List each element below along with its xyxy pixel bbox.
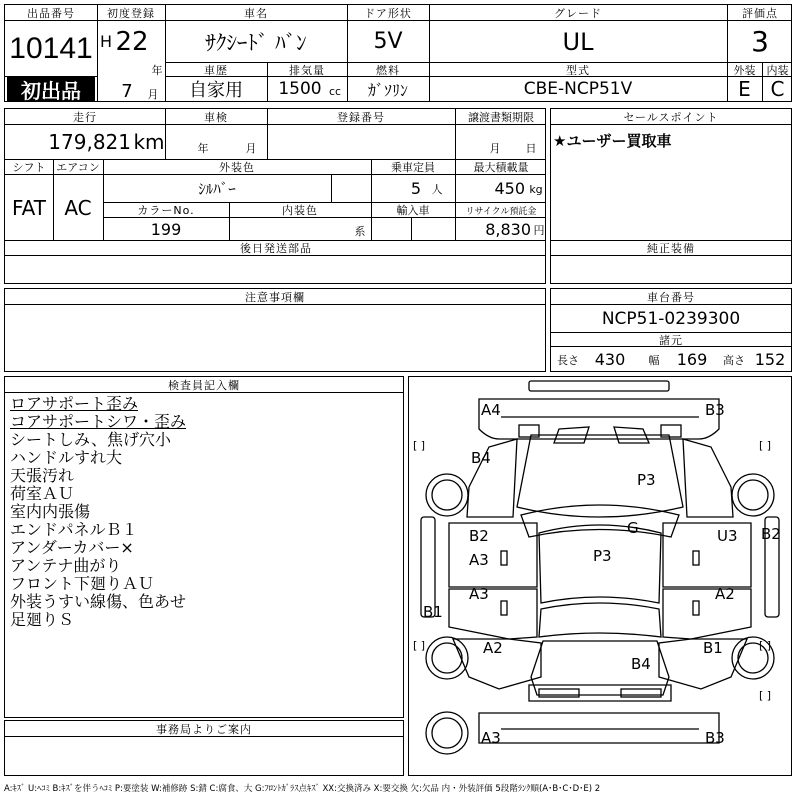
capacity-unit: 人 <box>431 183 443 196</box>
note-item: コアサポートシワ・歪み <box>10 412 187 431</box>
exterior-grade: E <box>738 77 751 101</box>
fuel-label: 燃料 <box>376 63 400 77</box>
grade-label: グレード <box>554 6 602 20</box>
damage-mark: P3 <box>637 471 656 489</box>
chassis-block <box>550 288 792 372</box>
length-label: 長さ <box>557 354 579 367</box>
bracket-marker: [ ] <box>759 439 772 452</box>
note-item: アンテナ曲がり <box>10 556 122 575</box>
displacement-unit: cc <box>328 84 342 98</box>
damage-mark: B1 <box>423 603 443 621</box>
inspector-block <box>4 376 404 718</box>
selling-point-text: ★ユーザー買取車 <box>553 131 672 150</box>
length: 430 <box>594 349 626 369</box>
height-label: 高さ <box>723 354 745 367</box>
first-listing-badge: 初出品 <box>7 77 95 101</box>
damage-mark: A2 <box>715 585 735 603</box>
grade: UL <box>562 27 594 56</box>
office-notice-label: 事務局よりご案内 <box>156 722 252 736</box>
mileage: 179,821 <box>48 130 131 154</box>
transfer-month-unit: 月 <box>489 142 501 155</box>
note-item: フロント下廻りＡＵ <box>10 574 155 593</box>
note-item: 天張汚れ <box>10 466 75 485</box>
interior-label: 内装 <box>766 63 789 77</box>
bracket-marker: [ ] <box>759 689 772 702</box>
vehicle-history: 自家用 <box>189 80 243 101</box>
interior-grade: C <box>770 77 785 101</box>
door-type-label: ドア形状 <box>364 6 412 20</box>
recycle-unit: 円 <box>533 224 545 237</box>
first-registration-year: 22 <box>115 27 149 57</box>
car-outline-drawing <box>409 377 791 775</box>
spec-block <box>4 108 546 284</box>
first-registration-month: 7 <box>121 80 133 102</box>
mileage-label: 走行 <box>73 110 97 124</box>
exterior-color-label: 外装色 <box>219 161 255 174</box>
car-name: ｻｸｼｰﾄﾞ ﾊﾞﾝ <box>205 30 307 55</box>
shift: FAT <box>11 195 46 220</box>
damage-mark: A3 <box>469 585 489 603</box>
door-type: 5V <box>373 29 403 54</box>
note-item: エンドパネルＢ１ <box>10 520 138 539</box>
damage-mark: B4 <box>471 449 491 467</box>
note-item: ロアサポート歪み <box>10 394 139 413</box>
exterior-label: 外装 <box>733 63 756 77</box>
note-item: 足廻りＳ <box>10 610 75 629</box>
transfer-day-unit: 日 <box>525 142 537 155</box>
damage-mark: A2 <box>483 639 503 657</box>
chassis-number: NCP51-0239300 <box>601 308 741 329</box>
note-item: 荷室ＡＵ <box>10 484 75 503</box>
shift-label: シフト <box>12 161 46 174</box>
interior-color-unit: 系 <box>354 225 366 238</box>
dimensions-label: 諸元 <box>659 333 683 347</box>
era: H <box>99 31 113 51</box>
aircon-label: エアコン <box>56 161 100 174</box>
import-label: 輸入車 <box>396 204 430 217</box>
inspector-label: 検査員記入欄 <box>168 378 240 392</box>
header-block <box>4 4 792 102</box>
damage-mark: B2 <box>761 525 781 543</box>
displacement-label: 排気量 <box>289 63 325 77</box>
damage-mark: A3 <box>481 729 501 747</box>
damage-mark: G <box>627 519 639 537</box>
office-notice-block <box>4 720 404 776</box>
model-code: CBE-NCP51V <box>523 79 633 99</box>
damage-mark: U3 <box>717 527 738 545</box>
color-number-label: カラーNo. <box>137 204 195 217</box>
model-label: 型式 <box>566 63 590 77</box>
note-item: アンダーカバー× <box>10 538 134 557</box>
mileage-unit: km <box>133 130 165 154</box>
selling-point-label: セールスポイント <box>623 110 719 124</box>
bracket-marker: [ ] <box>759 639 772 652</box>
aircon: AC <box>64 195 92 220</box>
recycle-label: リサイクル預託金 <box>465 206 537 217</box>
year-unit: 年 <box>151 64 163 77</box>
width: 169 <box>676 349 708 369</box>
max-load-unit: kg <box>529 182 543 196</box>
selling-point-block <box>550 108 792 284</box>
month-unit: 月 <box>147 88 159 101</box>
lot-number-label: 出品番号 <box>27 6 75 20</box>
damage-mark: B4 <box>631 655 651 673</box>
max-load: 450 <box>494 179 525 198</box>
note-item: 室内内張傷 <box>10 502 91 521</box>
inspection-month-unit: 月 <box>245 142 257 155</box>
later-parts-label: 後日発送部品 <box>240 242 312 255</box>
first-registration-label: 初度登録 <box>107 6 155 20</box>
legend: A:ｷｽﾞ U:ﾍｺﾐ B:ｷｽﾞを伴うﾍｺﾐ P:要塗装 W:補修跡 S:錆 C:腐食、大 G:ﾌﾛﾝﾄｶﾞﾗｽ点ｷｽﾞ XX:交換済み X:要交換 欠:欠品 内・外装評価 5段階ﾗﾝｸ順(A･B･C･D･E) 2 <box>4 784 601 794</box>
damage-mark: A3 <box>469 551 489 569</box>
exterior-color: ｼﾙﾊﾞｰ <box>198 180 236 198</box>
car-diagram <box>408 376 792 776</box>
caution-label: 注意事項欄 <box>245 290 305 304</box>
note-item: 外装うすい線傷、色あせ <box>10 592 187 611</box>
lot-number: 10141 <box>9 31 93 65</box>
damage-mark: P3 <box>593 547 612 565</box>
inspection-label: 車検 <box>204 110 228 124</box>
evaluation-score: 3 <box>751 25 769 58</box>
fuel-type: ｶﾞｿﾘﾝ <box>367 80 408 100</box>
inspector-notes <box>10 395 186 629</box>
interior-color-label: 内装色 <box>282 204 318 217</box>
damage-mark: B3 <box>705 401 725 419</box>
inspection-year-unit: 年 <box>197 142 209 155</box>
capacity: 5 <box>410 179 421 198</box>
max-load-label: 最大積載量 <box>473 161 529 174</box>
caution-block <box>4 288 546 372</box>
history-label: 車歴 <box>204 63 228 77</box>
registration-number-label: 登録番号 <box>337 110 385 124</box>
displacement: 1500 <box>278 79 322 99</box>
transfer-deadline-label: 譲渡書類期限 <box>468 110 534 124</box>
damage-mark: A4 <box>481 401 501 419</box>
damage-mark: B2 <box>469 527 489 545</box>
note-item: ハンドルすれ大 <box>10 448 123 467</box>
color-number: 199 <box>150 219 182 239</box>
width-label: 幅 <box>648 354 660 367</box>
capacity-label: 乗車定員 <box>391 161 435 174</box>
bracket-marker: [ ] <box>413 639 426 652</box>
damage-mark: B1 <box>703 639 723 657</box>
damage-mark: B3 <box>705 729 725 747</box>
genuine-equipment-label: 純正装備 <box>647 242 695 255</box>
bracket-marker: [ ] <box>413 439 426 452</box>
height: 152 <box>754 349 786 369</box>
car-name-label: 車名 <box>244 6 268 20</box>
chassis-number-label: 車台番号 <box>647 290 695 304</box>
recycle-fee: 8,830 <box>485 219 531 239</box>
note-item: シートしみ、焦げ穴小 <box>10 430 171 449</box>
score-label: 評価点 <box>742 6 778 20</box>
